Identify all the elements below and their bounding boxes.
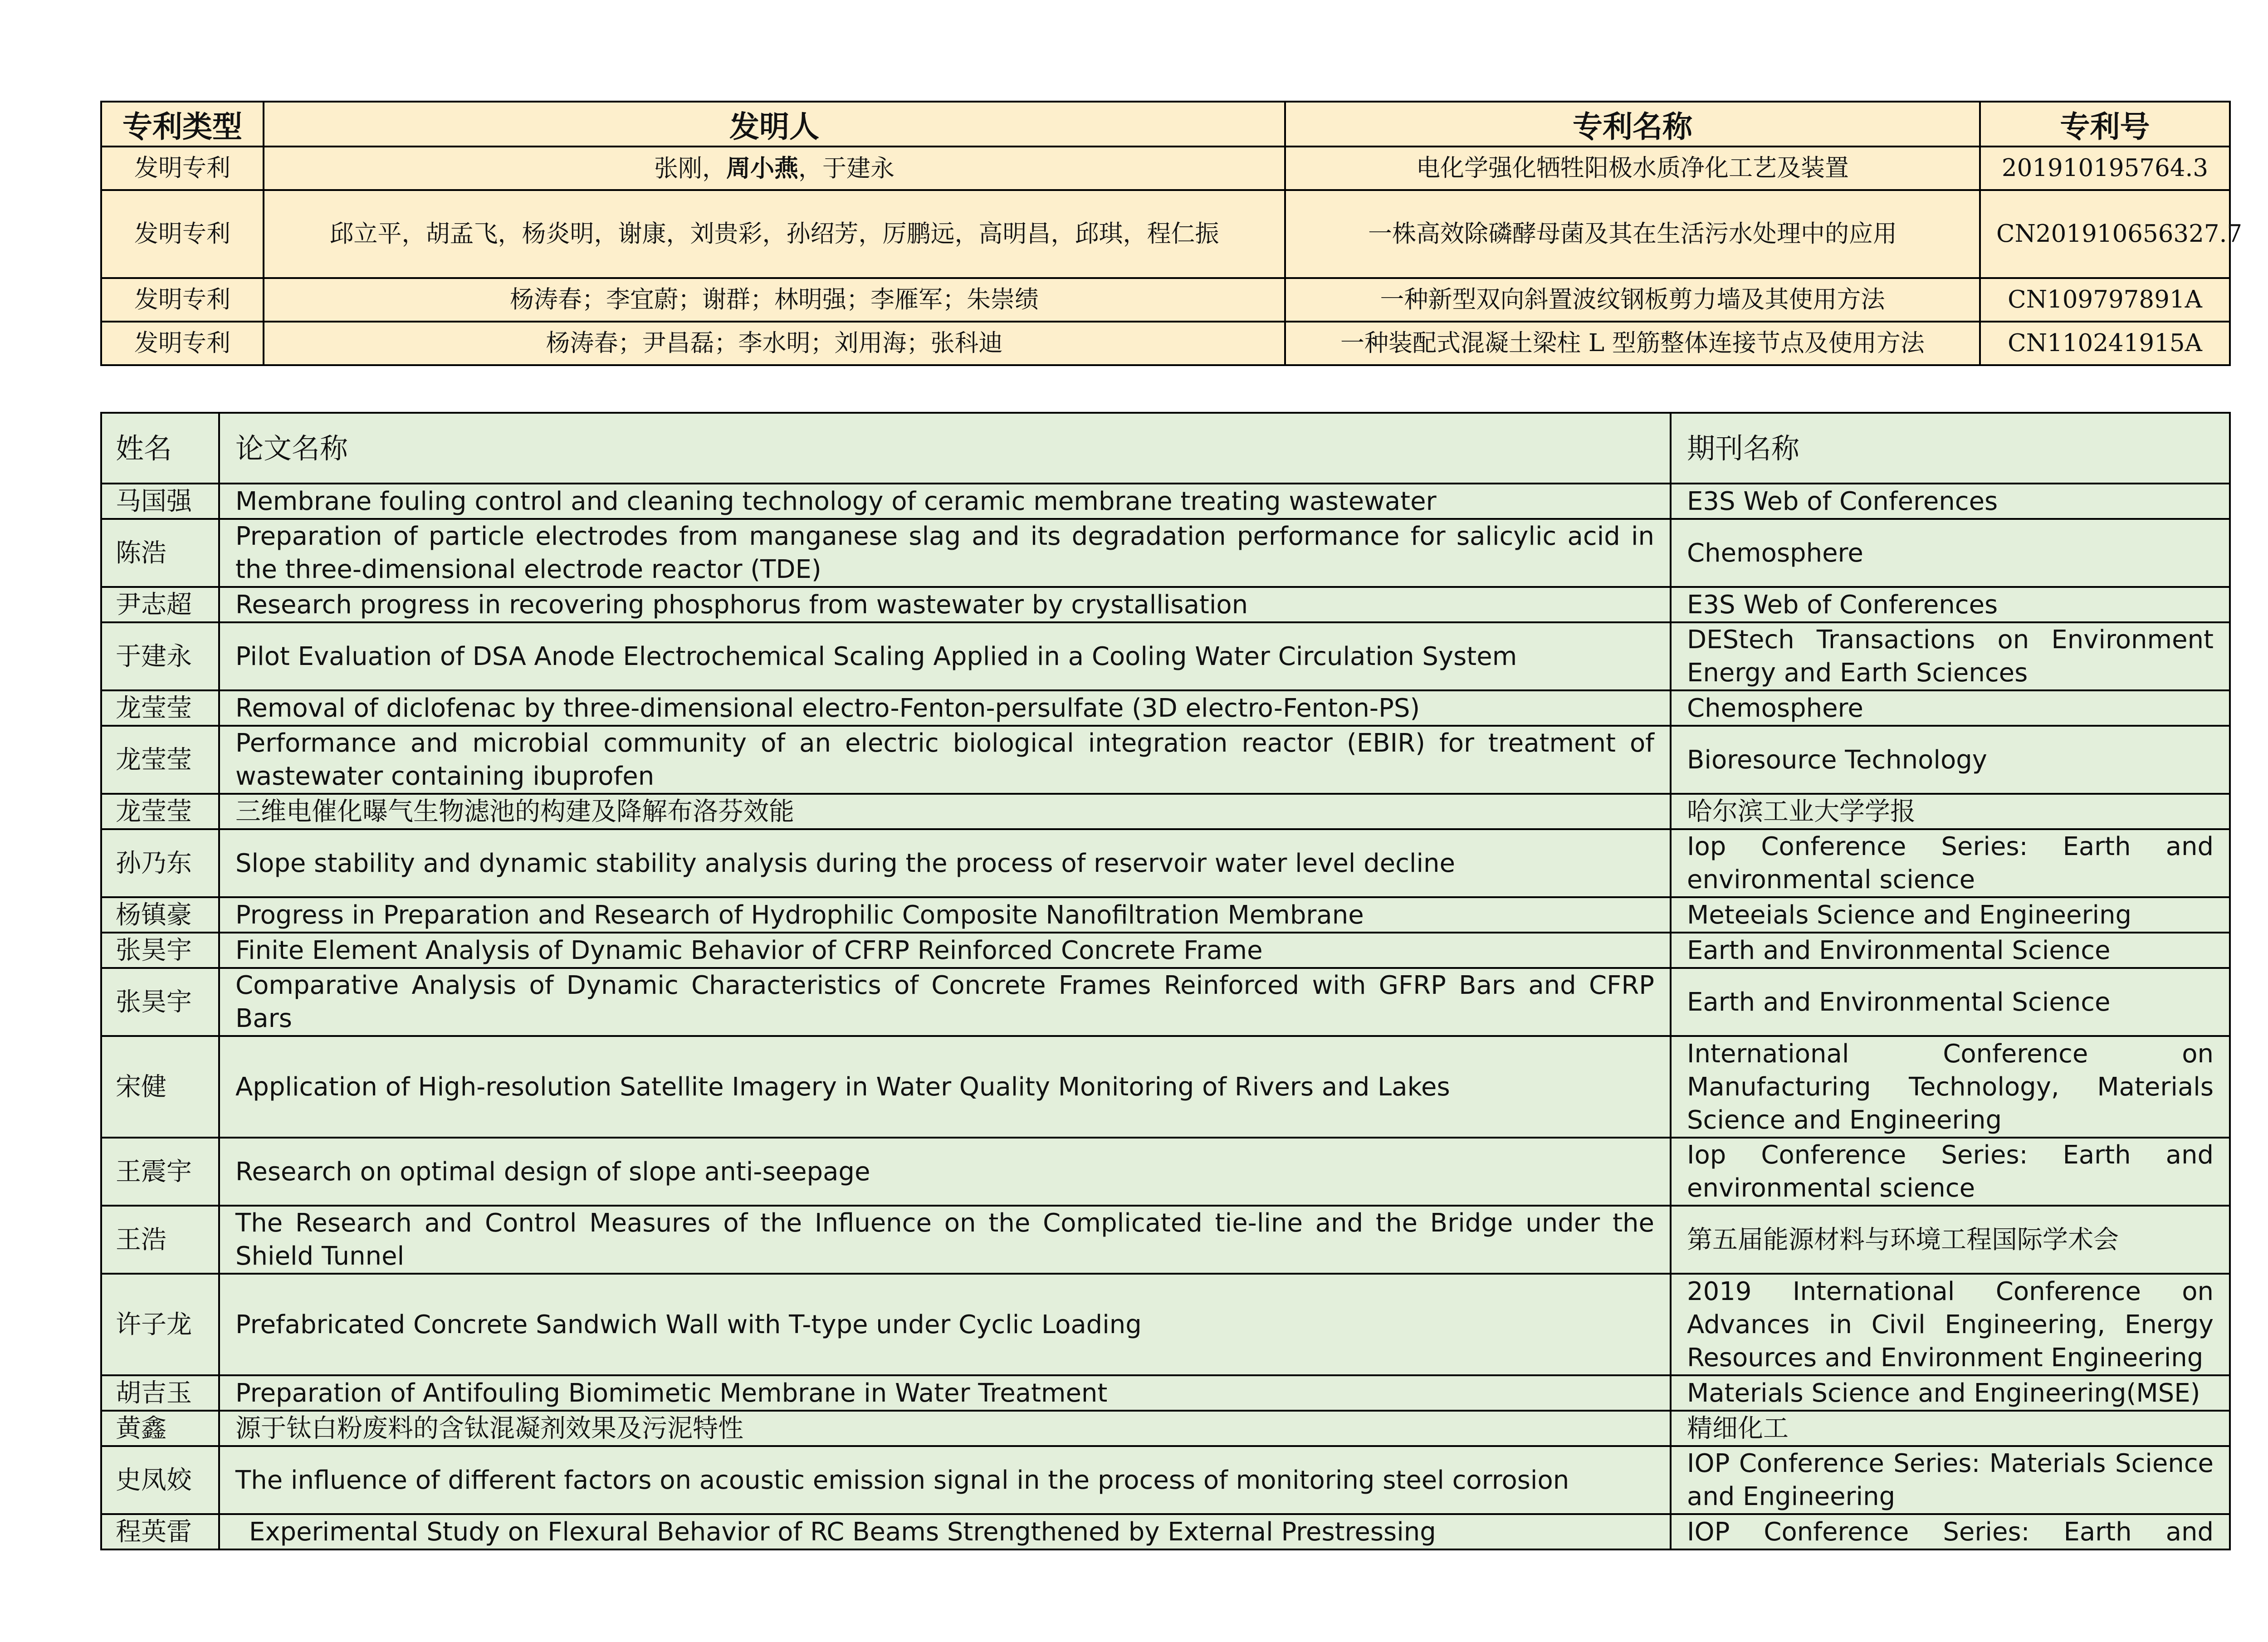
- patent-number-header: 专利号: [1980, 102, 2230, 147]
- paper-author: 张昊宇: [101, 933, 219, 968]
- patent-inventor: 杨涛春；尹昌磊；李水明；刘用海；张科迪: [264, 322, 1285, 365]
- paper-row: [101, 1206, 2230, 1274]
- paper-journal: 第五届能源材料与环境工程国际学术会: [1671, 1206, 2230, 1274]
- inventor-part: ，于建永: [798, 154, 894, 182]
- paper-title: Removal of diclofenac by three-dimensional electro-Fenton-persulfate (3D electro-Fenton-PS): [219, 690, 1671, 726]
- patent-type: 发明专利: [101, 190, 264, 278]
- paper-row: [101, 1411, 2230, 1446]
- paper-journal: IOP Conference Series: Earth and: [1671, 1514, 2230, 1549]
- paper-row: [101, 1138, 2230, 1206]
- paper-author-header: 姓名: [101, 413, 219, 484]
- paper-journal: Chemosphere: [1671, 690, 2230, 726]
- patent-type: 发明专利: [101, 147, 264, 190]
- patent-type-header: 专利类型: [101, 102, 264, 147]
- paper-row: [101, 829, 2230, 897]
- paper-row: [101, 587, 2230, 622]
- paper-title: Slope stability and dynamic stability analysis during the process of reservoir water level decline: [219, 829, 1671, 897]
- paper-title: 三维电催化曝气生物滤池的构建及降解布洛芬效能: [219, 794, 1671, 829]
- paper-title: The Research and Control Measures of the Influence on the Complicated tie-line and the Bridge under the Shield Tunnel: [219, 1206, 1671, 1274]
- paper-author: 龙莹莹: [101, 690, 219, 726]
- paper-author: 于建永: [101, 622, 219, 690]
- patent-name: 一种新型双向斜置波纹钢板剪力墙及其使用方法: [1285, 278, 1980, 322]
- paper-journal: Iop Conference Series: Earth and environmental science: [1671, 1138, 2230, 1206]
- paper-author: 宋健: [101, 1036, 219, 1138]
- paper-row: [101, 726, 2230, 794]
- paper-title: Research progress in recovering phosphorus from wastewater by crystallisation: [219, 587, 1671, 622]
- inventor-part: 张刚，: [654, 154, 726, 182]
- paper-journal: Iop Conference Series: Earth and environmental science: [1671, 829, 2230, 897]
- paper-row: [101, 933, 2230, 968]
- paper-author: 王浩: [101, 1206, 219, 1274]
- paper-title: Prefabricated Concrete Sandwich Wall with T-type under Cyclic Loading: [219, 1274, 1671, 1375]
- paper-author: 王震宇: [101, 1138, 219, 1206]
- patent-name: 电化学强化牺牲阳极水质净化工艺及装置: [1285, 147, 1980, 190]
- paper-row: [101, 519, 2230, 587]
- paper-title: Research on optimal design of slope anti-seepage: [219, 1138, 1671, 1206]
- paper-author: 马国强: [101, 484, 219, 519]
- paper-title: Membrane fouling control and cleaning technology of ceramic membrane treating wastewater: [219, 484, 1671, 519]
- paper-journal: Meteeials Science and Engineering: [1671, 897, 2230, 933]
- paper-title: Progress in Preparation and Research of Hydrophilic Composite Nanofiltration Membrane: [219, 897, 1671, 933]
- paper-journal: E3S Web of Conferences: [1671, 587, 2230, 622]
- paper-journal: International Conference on Manufacturing Technology, Materials Science and Engineering: [1671, 1036, 2230, 1138]
- paper-row: [101, 1446, 2230, 1514]
- paper-header-row: [101, 413, 2230, 484]
- paper-title: Preparation of Antifouling Biomimetic Membrane in Water Treatment: [219, 1375, 1671, 1411]
- paper-title: Preparation of particle electrodes from manganese slag and its degradation performance for salicylic acid in the three-dimensional electrode reactor (TDE): [219, 519, 1671, 587]
- paper-author: 程英雷: [101, 1514, 219, 1549]
- paper-title: Experimental Study on Flexural Behavior of RC Beams Strengthened by External Prestressing: [219, 1514, 1671, 1549]
- patent-type: 发明专利: [101, 322, 264, 365]
- paper-title: Comparative Analysis of Dynamic Characteristics of Concrete Frames Reinforced with GFRP Bars and CFRP Bars: [219, 968, 1671, 1036]
- paper-title: 源于钛白粉废料的含钛混凝剂效果及污泥特性: [219, 1411, 1671, 1446]
- paper-row: [101, 1375, 2230, 1411]
- paper-title: Finite Element Analysis of Dynamic Behavior of CFRP Reinforced Concrete Frame: [219, 933, 1671, 968]
- paper-title-header: 论文名称: [219, 413, 1671, 484]
- paper-journal: E3S Web of Conferences: [1671, 484, 2230, 519]
- patent-number: 201910195764.3: [1980, 147, 2230, 190]
- patent-row: [101, 278, 2230, 322]
- paper-author: 许子龙: [101, 1274, 219, 1375]
- paper-author: 张昊宇: [101, 968, 219, 1036]
- patent-row: [101, 147, 2230, 190]
- paper-journal: Earth and Environmental Science: [1671, 933, 2230, 968]
- paper-table: [100, 412, 2231, 1550]
- paper-author: 杨镇豪: [101, 897, 219, 933]
- paper-row: [101, 1274, 2230, 1375]
- paper-journal: Bioresource Technology: [1671, 726, 2230, 794]
- paper-author: 陈浩: [101, 519, 219, 587]
- paper-author: 龙莹莹: [101, 726, 219, 794]
- paper-title: The influence of different factors on acoustic emission signal in the process of monitoring steel corrosion: [219, 1446, 1671, 1514]
- patent-number: CN110241915A: [1980, 322, 2230, 365]
- paper-journal: DEStech Transactions on Environment Energy and Earth Sciences: [1671, 622, 2230, 690]
- patent-name: 一株高效除磷酵母菌及其在生活污水处理中的应用: [1285, 190, 1980, 278]
- patent-inventor: 杨涛春；李宜蔚；谢群；林明强；李雁军；朱崇绩: [264, 278, 1285, 322]
- paper-row: [101, 968, 2230, 1036]
- paper-row: [101, 622, 2230, 690]
- inventor-highlight: 周小燕: [726, 154, 798, 182]
- paper-journal: 2019 International Conference on Advances in Civil Engineering, Energy Resources and Environment Engineering: [1671, 1274, 2230, 1375]
- paper-journal-header: 期刊名称: [1671, 413, 2230, 484]
- patent-name: 一种装配式混凝土梁柱 L 型筋整体连接节点及使用方法: [1285, 322, 1980, 365]
- paper-author: 胡吉玉: [101, 1375, 219, 1411]
- patent-row: [101, 322, 2230, 365]
- patent-number: CN109797891A: [1980, 278, 2230, 322]
- paper-row: [101, 484, 2230, 519]
- paper-title: Application of High-resolution Satellite Imagery in Water Quality Monitoring of Rivers and Lakes: [219, 1036, 1671, 1138]
- patent-table: [100, 101, 2243, 366]
- patent-inventor-header: 发明人: [264, 102, 1285, 147]
- paper-author: 尹志超: [101, 587, 219, 622]
- paper-title: Performance and microbial community of an electric biological integration reactor (EBIR) for treatment of wastewater containing ibuprofen: [219, 726, 1671, 794]
- paper-journal: 哈尔滨工业大学学报: [1671, 794, 2230, 829]
- paper-row: [101, 794, 2230, 829]
- patent-row: [101, 190, 2230, 278]
- paper-journal: 精细化工: [1671, 1411, 2230, 1446]
- paper-row: [101, 897, 2230, 933]
- paper-journal: IOP Conference Series: Materials Science and Engineering: [1671, 1446, 2230, 1514]
- paper-row: [101, 1036, 2230, 1138]
- patent-type: 发明专利: [101, 278, 264, 322]
- patent-header-row: [101, 102, 2230, 147]
- patent-inventor: [264, 147, 1285, 190]
- paper-title: Pilot Evaluation of DSA Anode Electrochemical Scaling Applied in a Cooling Water Circulation System: [219, 622, 1671, 690]
- paper-author: 孙乃东: [101, 829, 219, 897]
- paper-journal: Chemosphere: [1671, 519, 2230, 587]
- paper-author: 龙莹莹: [101, 794, 219, 829]
- patent-name-header: 专利名称: [1285, 102, 1980, 147]
- patent-number: CN201910656327.7: [1980, 190, 2230, 278]
- patent-inventor: 邱立平，胡孟飞，杨炎明，谢康，刘贵彩，孙绍芳，厉鹏远，高明昌，邱琪，程仁振: [264, 190, 1285, 278]
- paper-author: 史凤姣: [101, 1446, 219, 1514]
- paper-journal: Materials Science and Engineering(MSE): [1671, 1375, 2230, 1411]
- paper-row: [101, 690, 2230, 726]
- paper-row: [101, 1514, 2230, 1549]
- paper-journal: Earth and Environmental Science: [1671, 968, 2230, 1036]
- paper-author: 黄鑫: [101, 1411, 219, 1446]
